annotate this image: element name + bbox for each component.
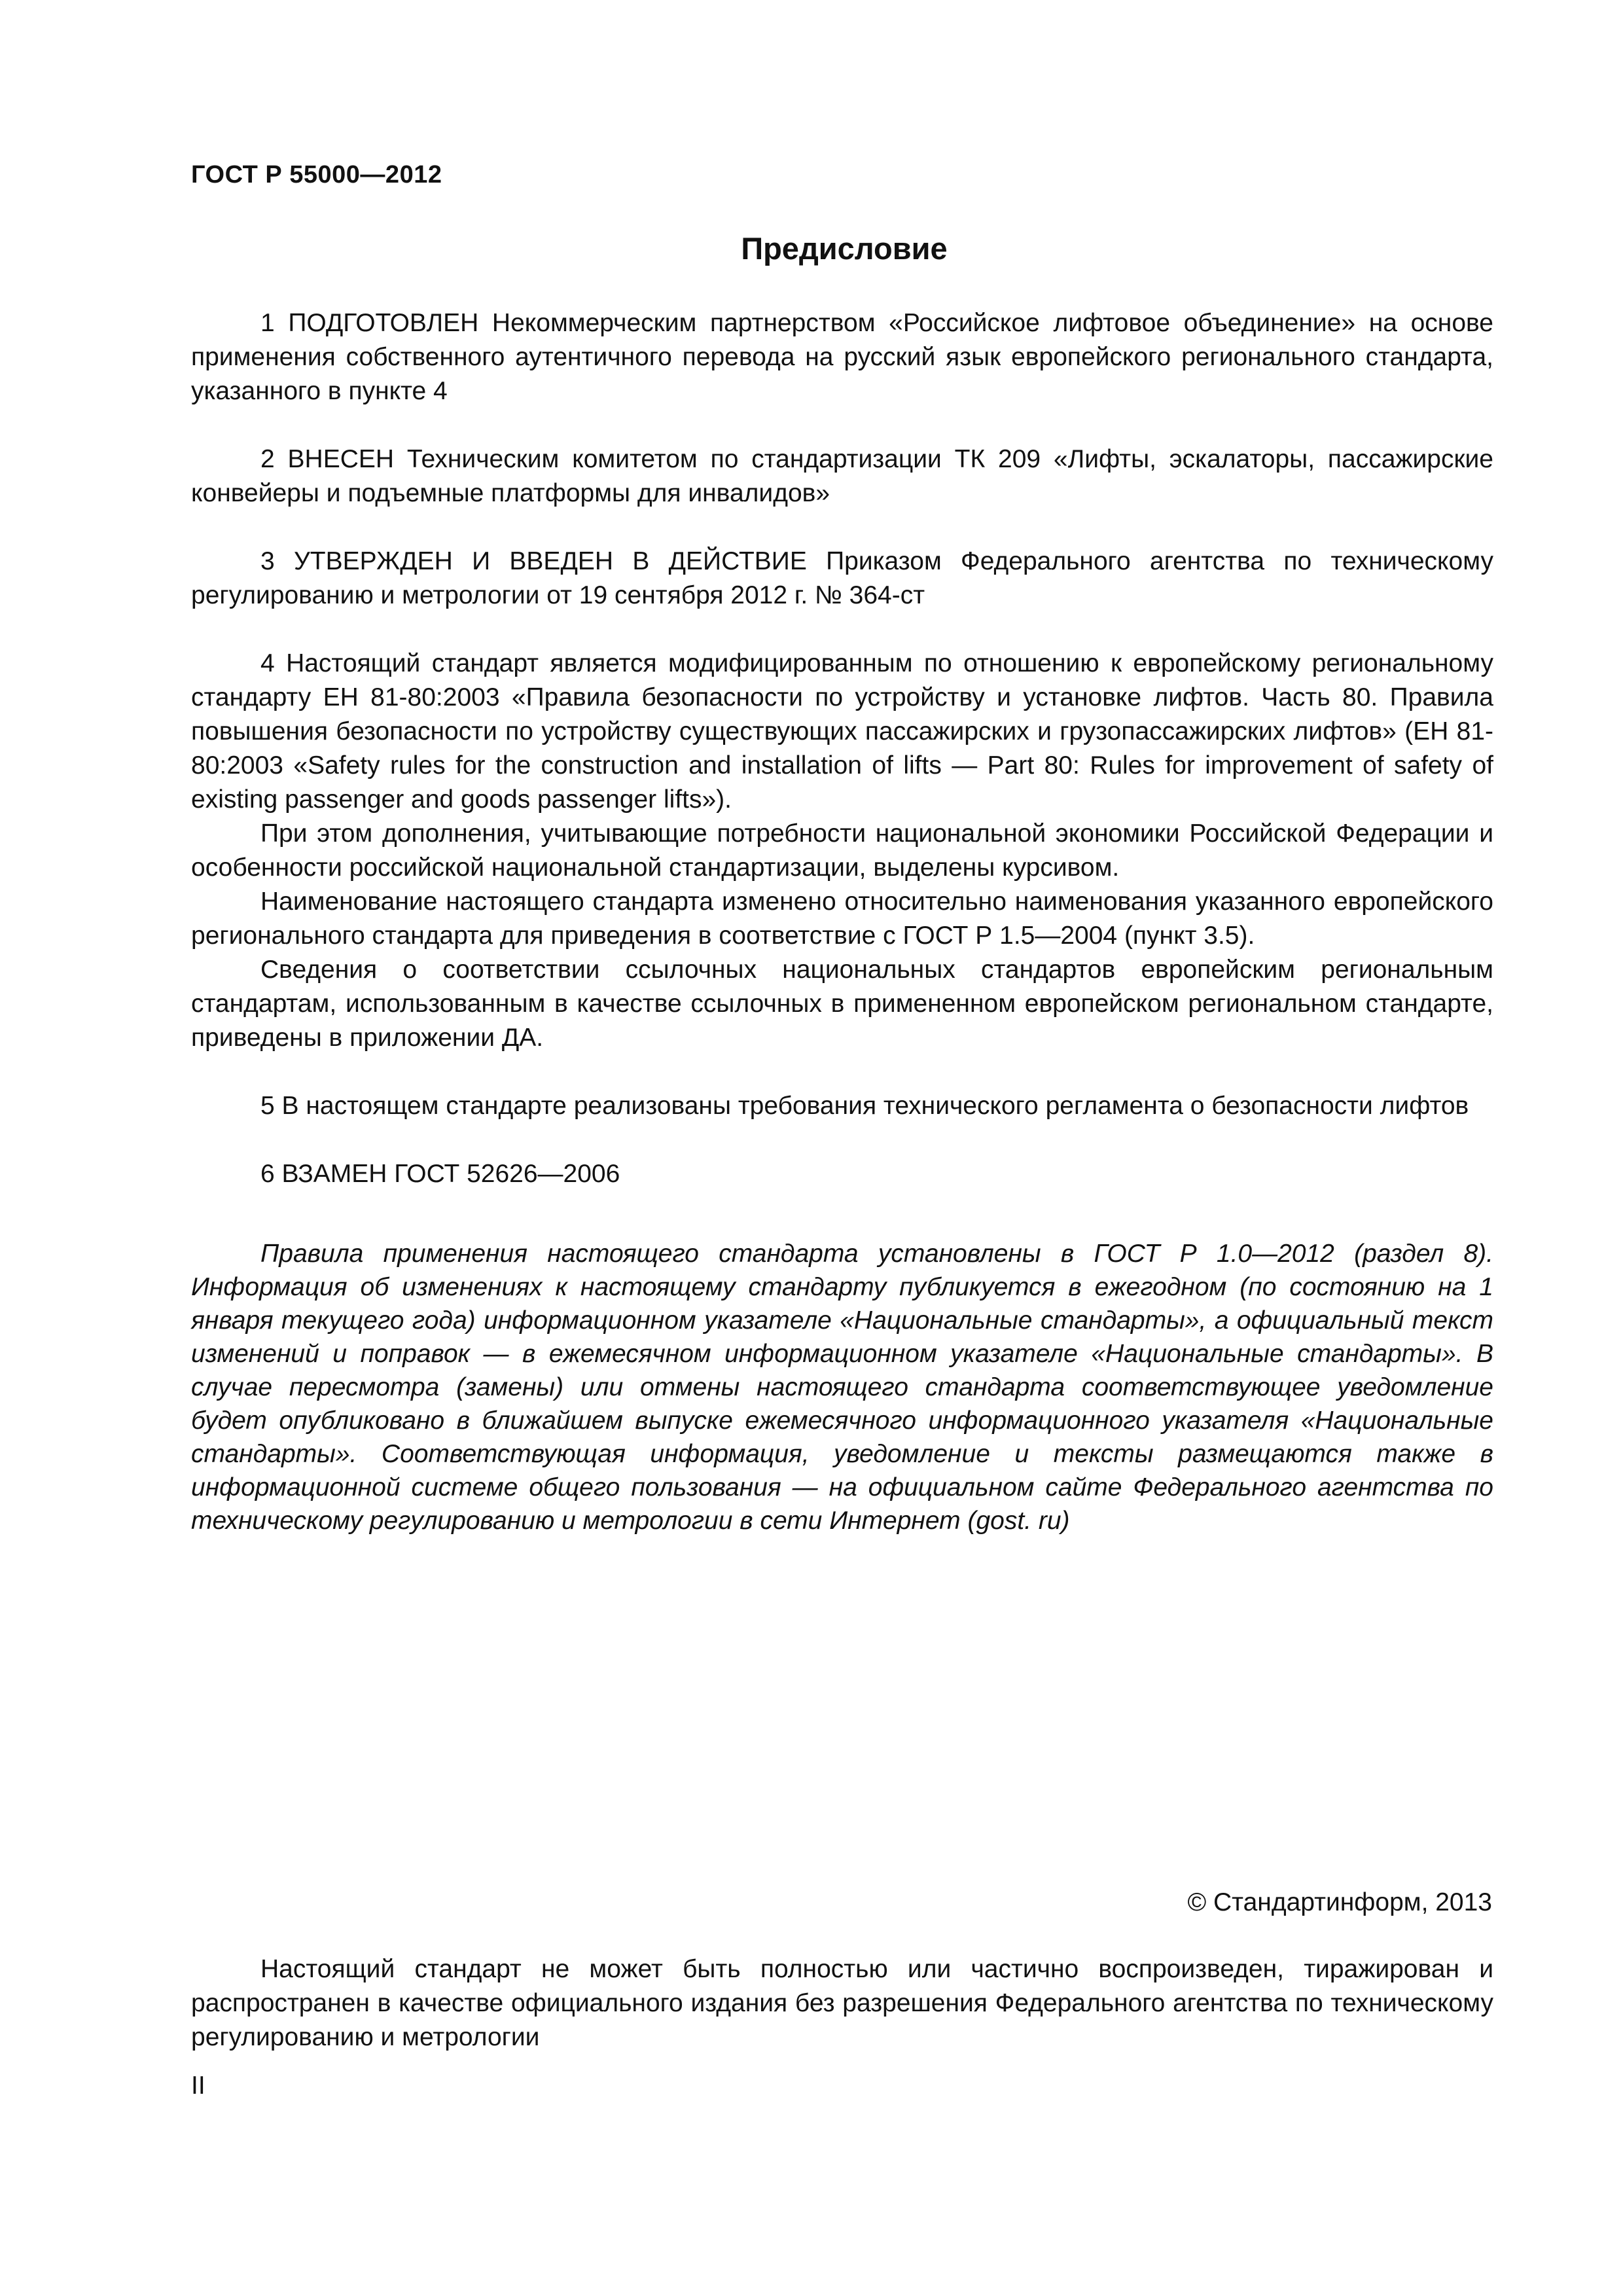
foreword-item-1: 1 ПОДГОТОВЛЕН Некоммерческим партнерством «Российское лифтовое объединение» на основе применения собственного аутентичного перевода на русский язык европейского регионального стандарта, указанного в пункте 4: [191, 309, 1493, 405]
foreword-item-4: 4 Настоящий стандарт является модифицированным по отношению к европейскому региональному стандарту ЕН 81-80:2003 «Правила безопасности по устройству и установке лифтов. Часть 80. Правила повышения безопасности по устройству существующих пассажирских и грузопассажирских лифтов» (EH 81-80:2003 «Safety rules for the construction and installation of lifts — Part 80: Rules for improvement of safety of existing passenger and goods passenger lifts»).: [191, 649, 1493, 814]
copyright-line: © Стандартинформ, 2013: [1187, 1888, 1492, 1916]
foreword-item-3: 3 УТВЕРЖДЕН И ВВЕДЕН В ДЕЙСТВИЕ Приказом Федерального агентства по техническому регулированию и метрологии от 19 сентября 2012 г. № 364-ст: [191, 547, 1493, 609]
standard-number: ГОСТ Р 55000—2012: [191, 161, 442, 188]
foreword-item-2: 2 ВНЕСЕН Техническим комитетом по стандартизации ТК 209 «Лифты, эскалаторы, пассажирские конвейеры и подъемные платформы для инвалидов»: [191, 445, 1493, 507]
application-rules-note: Правила применения настоящего стандарта установлены в ГОСТ Р 1.0—2012 (раздел 8). Информация об изменениях к настоящему стандарту публикуется в ежегодном (по состоянию на 1 января текущего года) информационном указателе «Национальные стандарты», а официальный текст изменений и поправок — в ежемесячном информационном указателе «Национальные стандарты». В случае пересмотра (замены) или отмены настоящего стандарта соответствующее уведомление будет опубликовано в ближайшем выпуске ежемесячного информационного указателя «Национальные стандарты». Соответствующая информация, уведомление и тексты размещаются также в информационной системе общего пользования — на официальном сайте Федерального агентства по техническому регулированию и метрологии в сети Интернет (gost. ru): [191, 1240, 1493, 1535]
foreword-item-4-paragraph-2: Наименование настоящего стандарта изменено относительно наименования указанного европейского регионального стандарта для приведения в соответствие с ГОСТ Р 1.5—2004 (пункт 3.5).: [191, 888, 1493, 950]
foreword-body: [191, 306, 1493, 1225]
foreword-item-5: 5 В настоящем стандарте реализованы требования технического регламента о безопасности лифтов: [260, 1092, 1469, 1120]
foreword-item-4-paragraph-3: Сведения о соответствии ссылочных национальных стандартов европейским региональным стандартам, использованным в качестве ссылочных в примененном европейском региональном стандарте, приведены в приложении ДА.: [191, 956, 1493, 1052]
foreword-item-6: 6 ВЗАМЕН ГОСТ 52626—2006: [260, 1160, 620, 1188]
foreword-item-4-paragraph-1: При этом дополнения, учитывающие потребности национальной экономики Российской Федерации и особенности российской национальной стандартизации, выделены курсивом.: [191, 819, 1493, 882]
page-title: Предисловие: [741, 231, 948, 266]
copyright-notice: Настоящий стандарт не может быть полностью или частично воспроизведен, тиражирован и распространен в качестве официального издания без разрешения Федерального агентства по техническому регулированию и метрологии: [191, 1955, 1493, 2051]
page-number: II: [191, 2072, 205, 2100]
